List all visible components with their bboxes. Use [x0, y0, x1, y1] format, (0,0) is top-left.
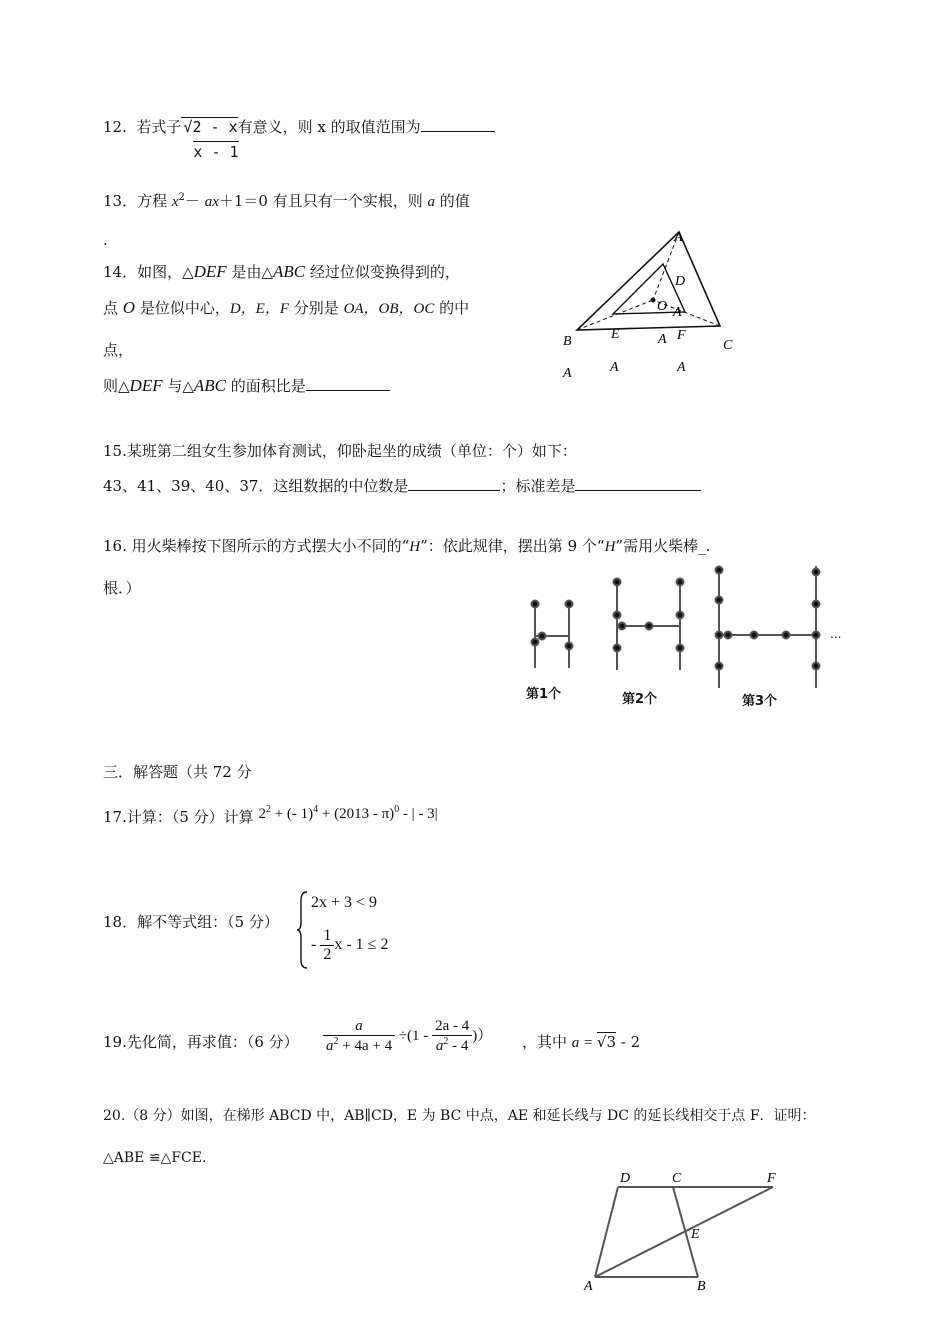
q19-expression: $\frac{a}{a^2 + 4a + 4}$ ÷(1 - $\frac{2a - 4}{a^2 - 4}$ )） — [323, 1018, 492, 1055]
q16-line1: 16. 用火柴棒按下图所示的方式摆大小不同的“H”：依此规律，摆出第 9 个“H”需用火柴棒_. — [103, 537, 711, 555]
label-a3: A — [658, 332, 667, 347]
label-d: D — [620, 1171, 631, 1186]
figure-ellipsis: ... — [830, 627, 842, 641]
caption-1: 第1个 — [526, 687, 562, 702]
label-f: F — [767, 1171, 776, 1186]
q20-line2: △ABE ≌△FCE. — [103, 1150, 207, 1166]
caption-2: 第2个 — [622, 692, 658, 707]
q15-line1: 15.某班第二组女生参加体育测试，仰卧起坐的成绩（单位：个）如下： — [103, 442, 577, 460]
label-c: C — [672, 1171, 682, 1186]
label-a: A — [584, 1279, 593, 1294]
q13-dot: . — [103, 231, 108, 249]
label-e: E — [611, 327, 620, 342]
q18-label: 18．解不等式组：（5 分） — [103, 913, 279, 931]
label-b: B — [563, 334, 572, 349]
q14-line1: 14．如图，△DEF 是由△ABC 经过位似变换得到的， — [103, 262, 460, 281]
q12-denominator: x - 1 — [193, 143, 239, 161]
point-o — [651, 298, 656, 303]
label-a2: A — [673, 305, 682, 320]
q12-post: 有意义，则 x 的取值范围为 — [237, 118, 421, 136]
section-3-heading: 三．解答题（共 72 分 — [103, 763, 252, 781]
q20-line1: 20.（8 分）如图，在梯形 ABCD 中，AB∥CD，E 为 BC 中点，AE 和延长线与 DC 的延长线相交于点 F．证明： — [103, 1108, 816, 1124]
label-a: A — [674, 230, 683, 245]
label-a6: A — [677, 360, 686, 375]
label-b: B — [697, 1279, 706, 1294]
q19-condition: ，其中 a = √3 - 2 — [522, 1033, 641, 1051]
q12-answer-blank[interactable] — [421, 117, 495, 132]
q20-trapezoid-figure — [578, 1165, 788, 1295]
q15-median-blank[interactable] — [408, 476, 500, 491]
q18-inequality-2: - $\frac{1}{2}$ x - 1 ≤ 2 — [311, 927, 389, 963]
q18-inequality-1: 2x + 3 < 9 — [311, 894, 378, 911]
q12-line — [103, 117, 495, 137]
q14-answer-blank[interactable] — [306, 376, 390, 391]
label-a4: A — [563, 366, 572, 381]
label-o: O — [657, 299, 668, 314]
line-ob — [577, 300, 653, 330]
q12-radicand: √2 - x — [183, 118, 238, 136]
q14-line2: 点 O 是位似中心，D，E，F 分别是 OA，OB，OC 的中 — [103, 298, 470, 317]
side-da — [595, 1187, 618, 1277]
q19-label: 19.先化简，再求值：（6 分） — [103, 1033, 299, 1051]
q13-line: 13．方程 $x^2- ax+1=0$ 有且只有一个实根，则 a 的值 — [103, 192, 470, 210]
triangle-abc — [577, 232, 720, 330]
q15-stddev-blank[interactable] — [575, 476, 701, 491]
q15-line2: 43、41、39、40、37．这组数据的中位数是 ；标准差是 — [103, 476, 701, 496]
q18-brace — [297, 890, 309, 970]
label-d: D — [675, 274, 686, 289]
q16-line2: 根．） — [103, 579, 141, 597]
q12-number: 12. — [103, 118, 127, 136]
q16-matchstick-figure — [520, 560, 850, 700]
h-figure-1 — [532, 601, 573, 669]
q14-triangle-figure — [555, 222, 755, 387]
line-af — [595, 1187, 773, 1277]
label-f: F — [677, 328, 686, 343]
label-c: C — [723, 338, 733, 353]
q12-pre: 若式子 — [136, 118, 182, 136]
q14-line3: 点， — [103, 341, 134, 359]
h-figure-2 — [614, 579, 684, 671]
label-a5: A — [610, 360, 619, 375]
caption-3: 第3个 — [742, 694, 778, 709]
label-e: E — [691, 1227, 700, 1242]
q17-line: 17.计算：（5 分）计算 $2^2$ + (- 1)$^4$ + (2013 - π)$^0$ - | - 3| — [103, 804, 438, 826]
q14-line4: 则△DEF 与△ABC 的面积比是 — [103, 376, 390, 396]
h-figure-3 — [716, 566, 820, 688]
